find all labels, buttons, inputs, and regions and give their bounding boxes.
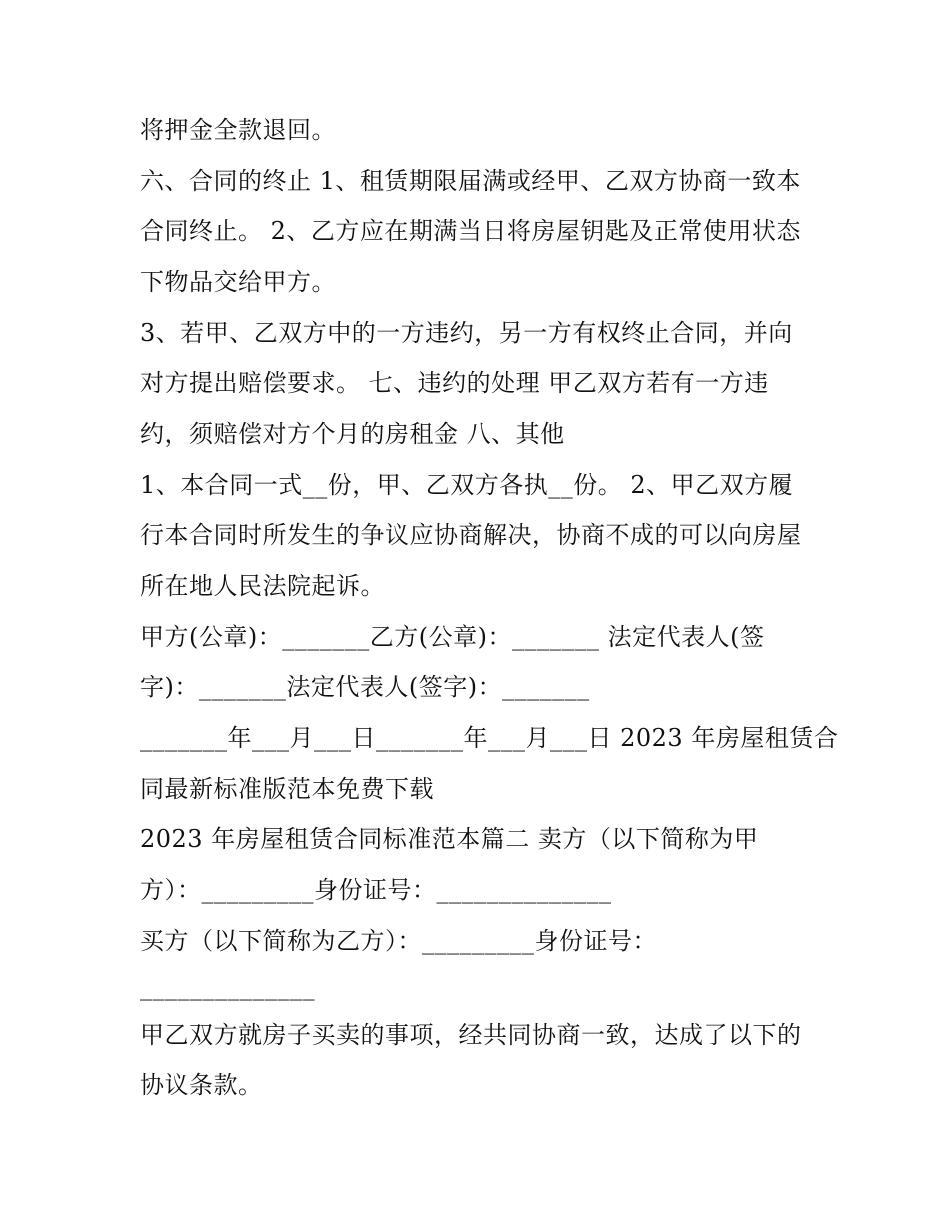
text-line: 下物品交给甲方。: [140, 268, 336, 296]
text-line: 甲乙双方就房子买卖的事项，经共同协商一致，达成了以下的: [140, 1021, 802, 1049]
text-line: 字)：_______法定代表人(签字)：_______: [140, 673, 590, 701]
text-line: 六、合同的终止 1、租赁期限届满或经甲、乙双方协商一致本: [140, 167, 801, 195]
text-line: 3、若甲、乙双方中的一方违约，另一方有权终止合同，并向: [140, 319, 793, 347]
text-line: 方）：_________身份证号：______________: [140, 876, 612, 904]
text-line: ______________: [140, 973, 315, 1001]
text-line: 将押金全款退回。: [140, 116, 336, 144]
text-line: 买方（以下简称为乙方）：_________身份证号：: [140, 927, 657, 955]
text-line: 协议条款。: [140, 1071, 263, 1099]
text-line: 2023 年房屋租赁合同标准范本篇二 卖方（以下简称为甲: [140, 825, 759, 853]
text-line: 甲方(公章)：_______乙方(公章)：_______ 法定代表人(签: [140, 623, 765, 651]
text-line: 1、本合同一式__份，甲、乙双方各执__份。 2、甲乙双方履: [140, 471, 794, 499]
text-line: 对方提出赔偿要求。 七、违约的处理 甲乙双方若有一方违: [140, 369, 769, 397]
text-line: 所在地人民法院起诉。: [140, 572, 385, 600]
text-line: 合同终止。 2、乙方应在期满当日将房屋钥匙及正常使用状态: [140, 217, 801, 245]
text-line: 行本合同时所发生的争议应协商解决，协商不成的可以向房屋: [140, 521, 802, 549]
text-line: _______年___月___日_______年___月___日 2023 年房屋租赁合: [140, 724, 839, 752]
text-line: 同最新标准版范本免费下载: [140, 775, 434, 803]
text-line: 约，须赔偿对方个月的房租金 八、其他: [140, 420, 565, 448]
